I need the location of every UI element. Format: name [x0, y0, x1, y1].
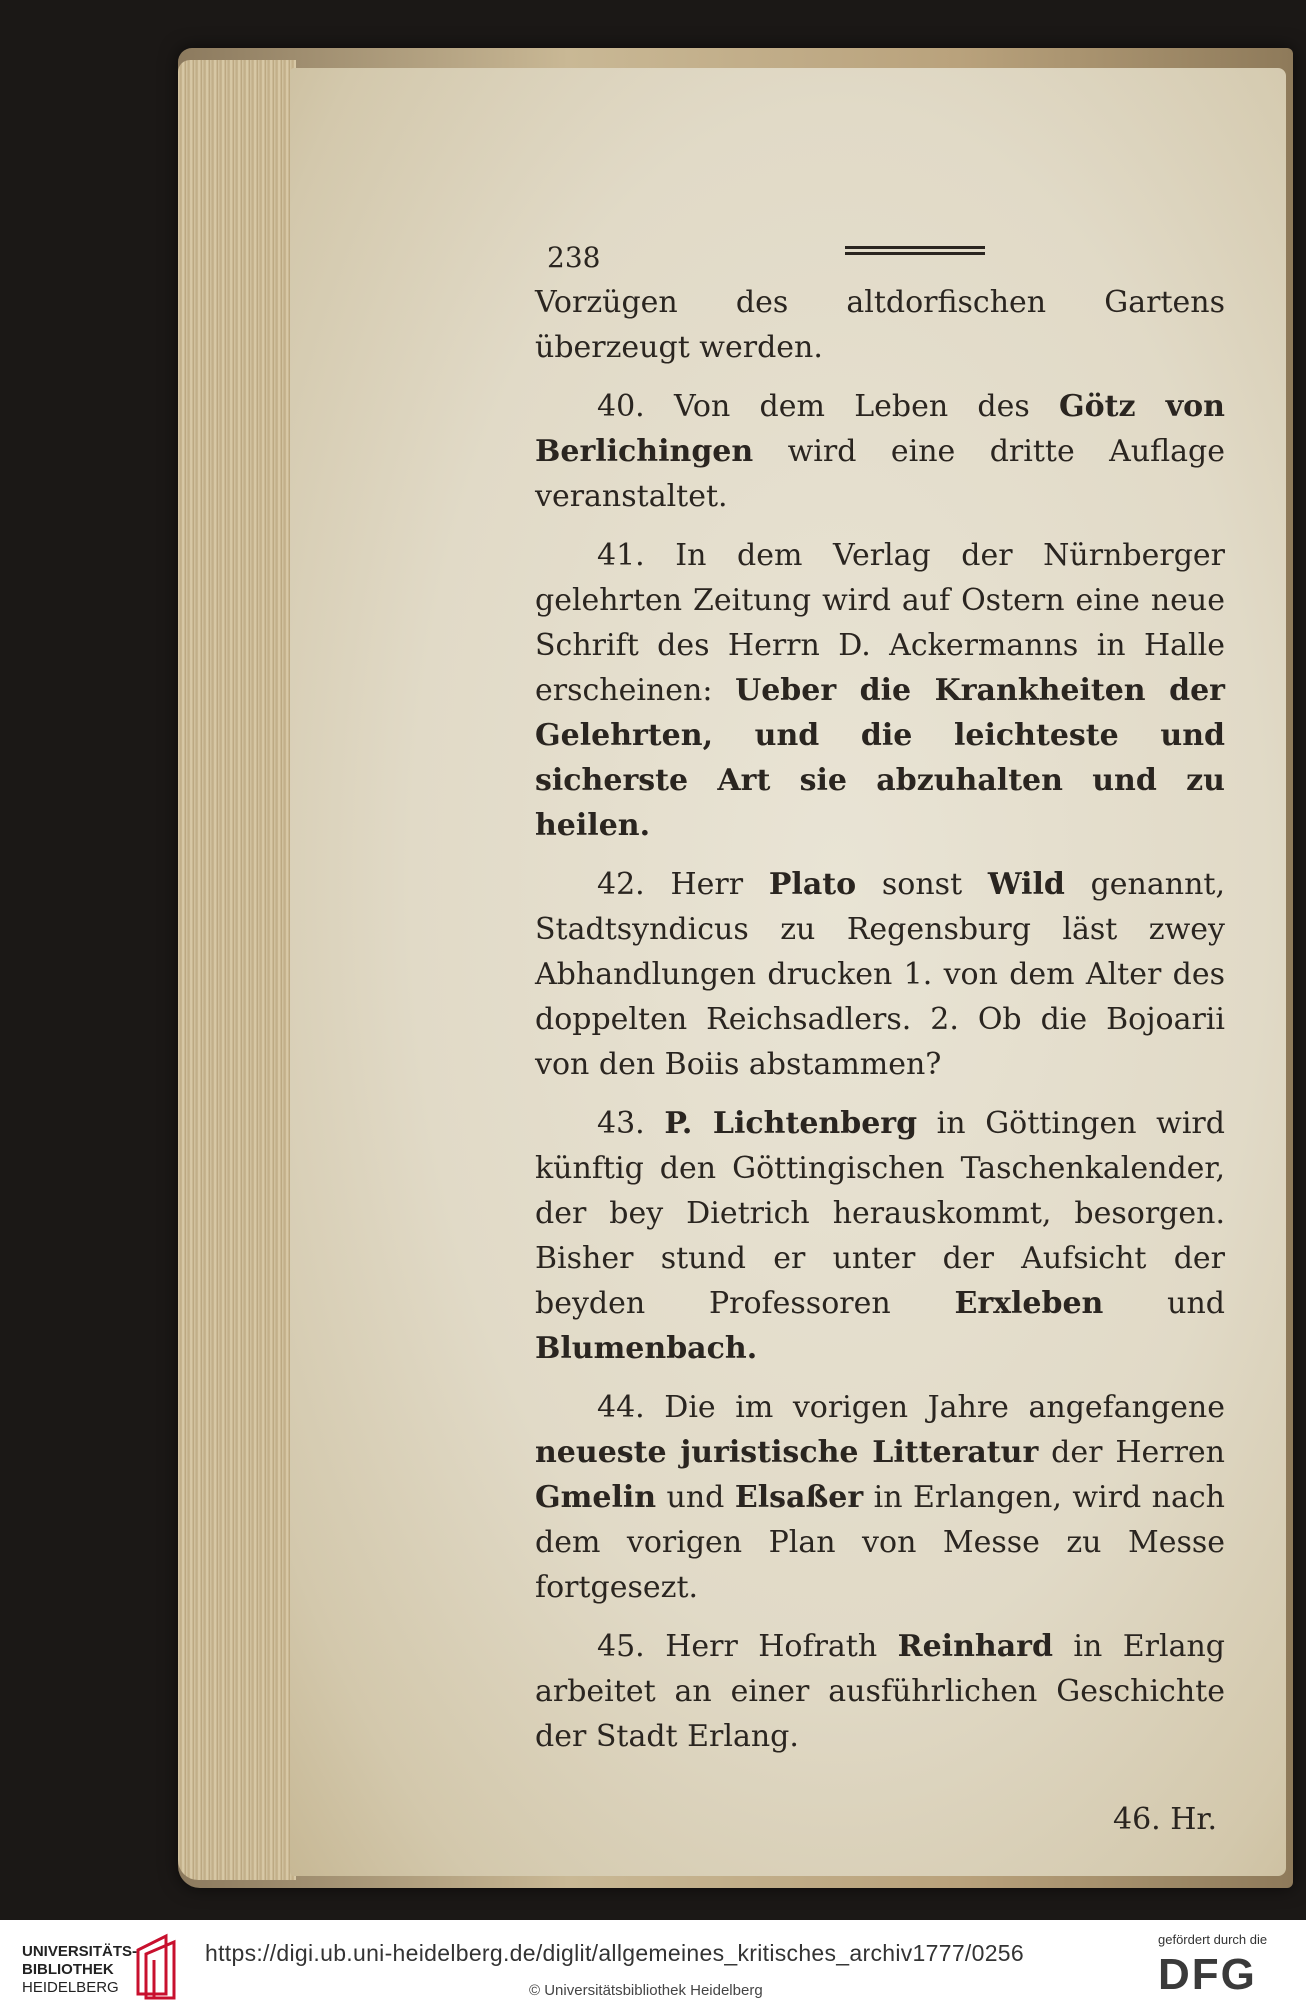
- paragraph-text: wird eine dritte Auflage veranstaltet.: [535, 434, 1225, 514]
- header-rule: [845, 246, 985, 255]
- emphasized-text: Erxleben: [954, 1286, 1104, 1321]
- paragraph-text: Herr Hofrath: [665, 1629, 898, 1664]
- emphasized-text: Gmelin: [535, 1480, 657, 1515]
- emphasized-text: Götz von Berlichingen: [535, 389, 1225, 469]
- emphasized-text: P. Lichtenberg: [664, 1106, 918, 1141]
- emphasized-text: Blumenbach.: [535, 1331, 758, 1366]
- paragraph-text: In dem Verlag der Nürnberger gelehrten Zeitung wird auf Ostern eine neue Schrift des Herrn D. Ackermanns in Halle erscheinen:: [535, 538, 1226, 708]
- paragraph-number: 43.: [597, 1106, 665, 1141]
- paragraph-p42: [535, 862, 1225, 1087]
- paragraph-p45: [535, 1624, 1225, 1759]
- dfg-logo: DFG: [1158, 1950, 1257, 1999]
- paragraph-text: Vorzügen des altdorfischen Gartens überzeugt werden.: [535, 285, 1225, 365]
- paragraph-p43: [535, 1101, 1225, 1371]
- paragraph-text: und: [656, 1480, 735, 1515]
- page-text: [535, 220, 1225, 1842]
- paragraph-p44: [535, 1385, 1225, 1610]
- emphasized-text: Plato: [768, 867, 857, 902]
- emphasized-text: Reinhard: [897, 1629, 1053, 1664]
- emphasized-text: Elsaßer: [734, 1480, 864, 1515]
- emphasized-text: Wild: [987, 867, 1065, 902]
- library-logo-icon: [132, 1932, 182, 2002]
- library-name-line: BIBLIOTHEK: [22, 1961, 114, 1978]
- catchword: 46. Hr.: [1113, 1802, 1217, 1837]
- emphasized-text: Ueber die Krankheiten der Gelehrten, und die leichteste und sicherste Art sie abzuhalten und zu heilen.: [535, 673, 1225, 843]
- paragraph-number: 41.: [597, 538, 676, 573]
- paragraph-text: in Erlang arbeitet an einer ausführlichen Geschichte der Stadt Erlang.: [535, 1629, 1226, 1754]
- paragraph-text: Herr: [670, 867, 769, 902]
- copyright-notice: © Universitätsbibliothek Heidelberg: [529, 1982, 763, 1999]
- paragraph-text: in Göttingen wird künftig den Göttingischen Taschenkalender, der bey Dietrich herauskommt, besorgen. Bisher stund er unter der Aufsicht der beyden Professoren: [535, 1106, 1225, 1321]
- library-name-line: UNIVERSITÄTS-: [22, 1943, 138, 1960]
- library-name-line: HEIDELBERG: [22, 1979, 119, 1996]
- viewer-footer: [0, 1920, 1306, 2015]
- permalink[interactable]: https://digi.ub.uni-heidelberg.de/diglit/allgemeines_kritisches_archiv1777/0256: [205, 1940, 1024, 1966]
- paragraph-p39: [535, 280, 1225, 370]
- paragraph-text: Von dem Leben des: [673, 389, 1060, 424]
- funding-note: gefördert durch die: [1158, 1932, 1268, 1947]
- paragraph-text: sonst: [856, 867, 988, 902]
- paragraph-list: [535, 280, 1225, 1759]
- paragraph-number: 42.: [597, 867, 671, 902]
- paragraph-p40: [535, 384, 1225, 519]
- library-name: [22, 1943, 137, 1997]
- paragraph-text: Die im vorigen Jahre angefangene: [664, 1390, 1225, 1425]
- paragraph-text: und: [1103, 1286, 1225, 1321]
- paragraph-text: der Herren: [1038, 1435, 1225, 1470]
- paragraph-number: 45.: [597, 1629, 666, 1664]
- paragraph-text: in Erlangen, wird nach dem vorigen Plan von Messe zu Messe fortgesezt.: [535, 1480, 1225, 1605]
- paragraph-p41: [535, 533, 1225, 848]
- paragraph-number: 40.: [597, 389, 674, 424]
- paragraph-text: genannt, Stadtsyndicus zu Regensburg läst zwey Abhandlungen drucken 1. von dem Alter des doppelten Reichsadlers. 2. Ob die Bojoarii von den Boiis abstammen?: [535, 867, 1225, 1082]
- page-number: 238: [547, 241, 601, 274]
- paragraph-number: 44.: [597, 1390, 665, 1425]
- emphasized-text: neueste juristische Litteratur: [535, 1435, 1039, 1470]
- page-header: [535, 220, 1225, 280]
- page-edges: [178, 60, 296, 1880]
